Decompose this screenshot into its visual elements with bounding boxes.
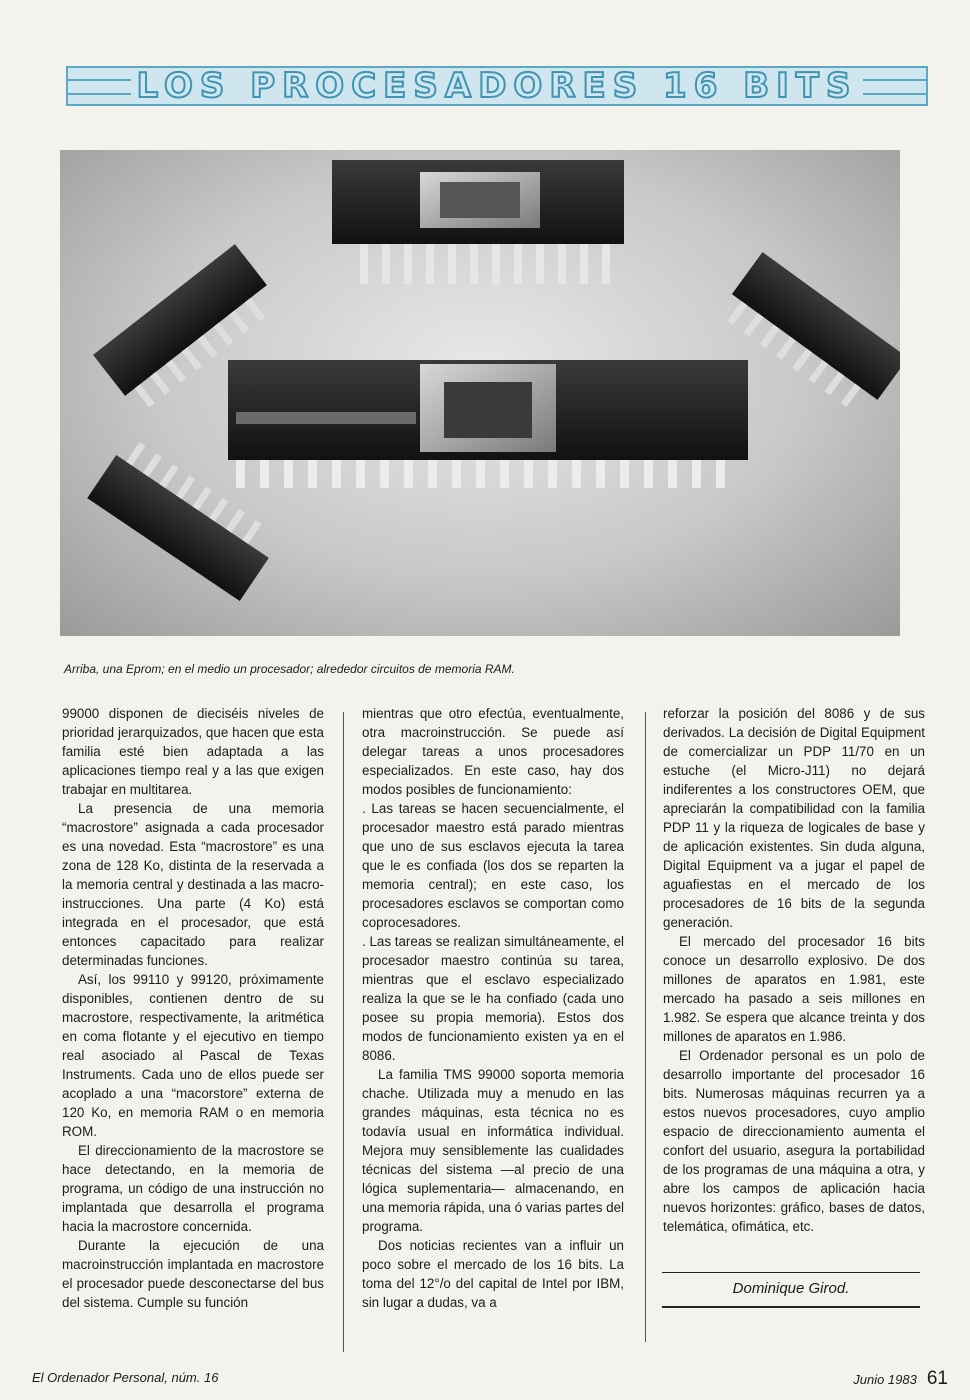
list-item: . Las tareas se hacen secuencialmente, el procesador maestro está parado mientras que uno de sus esclavos ejecuta la tarea que le es confiada (los dos se reparten la memoria central); en este caso, los procesadores esclavos se comportan como coprocesadores. [362, 801, 624, 930]
footer-right [853, 1368, 948, 1390]
article-title-band [66, 66, 928, 106]
author-signature: Dominique Girod. [732, 1280, 850, 1297]
paragraph: El mercado del procesador 16 bits conoce un desarrollo explosivo. De dos millones de aparatos en 1.981, este mercado ha pasado a seis millones en 1.982. Se espera que alcance treinta y dos millones de aparatos en 1.986. [663, 934, 925, 1044]
article-title: LOS PROCESADORES 16 BITS [131, 66, 864, 106]
list-item: . Las tareas se realizan simultáneamente, el procesador maestro continúa su tarea, mientras que el esclavo especializado realiza la que se le ha confiado (cada uno posee su propia memoria). Estos dos modos de funcionamiento existen ya en el 8086. [362, 934, 625, 1063]
eprom-chip [332, 160, 624, 284]
text-column-3 [663, 704, 925, 1236]
paragraph: La familia TMS 99000 soporta memoria chache. Utilizada muy a menudo en las grandes máquinas, esta técnica no es todavía usual en informática individual. Mejora muy sensiblemente las cualidades técnicas del sistema —al precio de una lógica suplementaria— almacenando, en una memoria rápida, una ó varias partes del programa. [362, 1067, 625, 1234]
paragraph: mientras que otro efectúa, eventualmente, otra macroinstrucción. Se puede así delegar tareas a unos procesadores especializados. En este caso, hay dos modos posibles de funcionamiento: [362, 706, 624, 797]
text-column-1 [62, 704, 324, 1312]
signature-rule [662, 1272, 920, 1273]
figure-caption: Arriba, una Eprom; en el medio un procesador; alrededor circuitos de memoria RAM. [64, 662, 515, 676]
processor-chip [228, 360, 748, 488]
paragraph: La presencia de una memoria “macrostore” asignada a cada procesador es una novedad. Esta “macrostore” es una zona de 128 Ko, distinta de la reservada a la memoria central y destinada a las macro-instrucciones. Una parte (4 Ko) está integrada en el procesador, que está entonces capacitado para realizar determinadas funciones. [62, 801, 324, 968]
paragraph: 99000 disponen de dieciséis niveles de prioridad jerarquizados, que hacen que esta familia esté bien adaptada a las aplicaciones tiempo real y a las que exigen trabajar en multitarea. [62, 706, 324, 797]
paragraph: reforzar la posición del 8086 y de sus derivados. La decisión de Digital Equipment de comercializar un PDP 11/70 en un estuche (el Micro-J11) no dejará indiferentes a los constructores OEM, que apreciarán la compatibilidad con la familia PDP 11 y la riqueza de logicales de base y de aplicación existentes. Sin duda alguna, Digital Equipment va a jugar el papel de aguafiestas en el mercado de los procesadores de 16 bits de la segunda generación. [663, 706, 925, 930]
paragraph: Durante la ejecución de una macroinstrucción implantada en macrostore el procesador puede desconectarse del bus del sistema. Cumple su función [62, 1238, 324, 1310]
column-divider [343, 712, 344, 1352]
chips-illustration [60, 150, 900, 636]
paragraph: El direccionamiento de la macrostore se hace detectando, en la memoria de programa, un código de una instrucción no implantada que desarrolla el programa hacia la macrostore concernida. [62, 1143, 324, 1234]
signature-rule [662, 1306, 920, 1308]
column-divider [645, 712, 646, 1342]
paragraph: El Ordenador personal es un polo de desarrollo importante del procesador 16 bits. Numerosas máquinas recurren ya a estos nuevos procesadores, cuyo amplio espacio de direccionamiento aumenta el confort del usuario, asegura la portabilidad de los programas de una máquina a otra, y abre los campos de aplicación hacia nuevos horizontes: gráfico, bases de datos, telemática, ofimática, etc. [663, 1048, 925, 1234]
page-number: 61 [926, 1368, 948, 1389]
text-column-2 [362, 704, 624, 1312]
paragraph: Dos noticias recientes van a influir un poco sobre el mercado de los 16 bits. La toma del 12°/o del capital de Intel por IBM, sin lugar a dudas, va a [362, 1238, 624, 1310]
issue-date: Junio 1983 [853, 1372, 917, 1387]
paragraph: Así, los 99110 y 99120, próximamente disponibles, contienen dentro de su macrostore, respectivamente, la aritmética en coma flotante y el ejecutivo en tiempo real asociado al Pascal de Texas Instruments. Cada uno de ellos puede ser acoplado a una “macorstore” externa de 120 Ko, en memoria RAM o en memoria ROM. [62, 972, 324, 1139]
chips-photo [60, 150, 900, 636]
publication-footer: El Ordenador Personal, núm. 16 [32, 1370, 219, 1385]
